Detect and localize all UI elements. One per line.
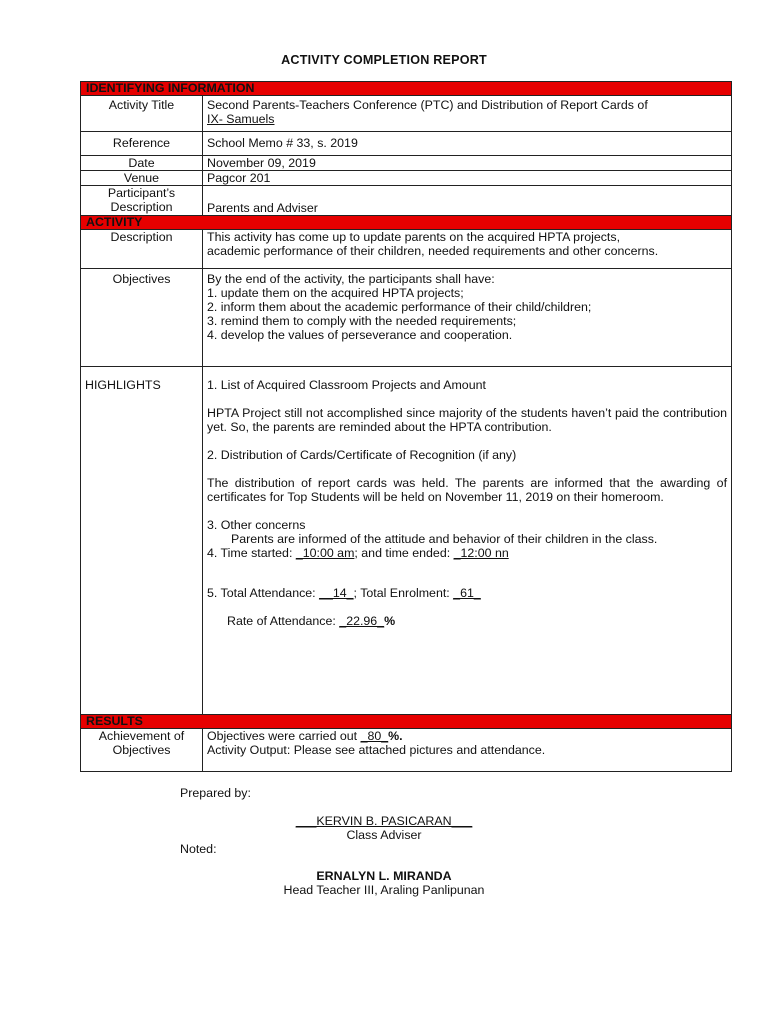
time-started-value: _10:00 am bbox=[295, 546, 355, 560]
highlight-4-time bbox=[207, 546, 727, 560]
objective-item: 3. remind them to comply with the needed requirements; bbox=[207, 314, 517, 328]
section-header: ACTIVITY bbox=[81, 216, 732, 230]
cell-label: HIGHLIGHTS bbox=[81, 367, 203, 715]
cell-value bbox=[203, 96, 732, 132]
participant-label-line: Description bbox=[110, 200, 173, 214]
head-teacher-name: ERNALYN L. MIRANDA bbox=[316, 869, 452, 883]
row-objectives bbox=[81, 269, 732, 367]
rate-value: _22.96_ bbox=[339, 614, 385, 628]
section-identifying bbox=[81, 82, 732, 96]
attendance-label: 5. Total Attendance: bbox=[207, 586, 320, 600]
highlight-3-title: 3. Other concerns bbox=[207, 518, 306, 532]
rate-percent: % bbox=[384, 614, 396, 628]
enrolment-label: ; Total Enrolment: bbox=[353, 586, 454, 600]
cell-value bbox=[203, 269, 732, 367]
prepared-by-label: Prepared by: bbox=[180, 786, 251, 800]
cell-label bbox=[81, 186, 203, 216]
adviser-title: Class Adviser bbox=[346, 828, 422, 842]
row-achievement bbox=[81, 729, 732, 772]
cell-label: Date bbox=[81, 156, 203, 171]
highlight-2-body: The distribution of report cards was held. The parents are informed that the awarding of certificates for Top Students will be held on November 11, 2019 on their homeroom. bbox=[207, 476, 728, 504]
cell-label: Description bbox=[81, 230, 203, 269]
row-highlights bbox=[81, 367, 732, 715]
cell-value bbox=[203, 729, 732, 772]
noted-label: Noted: bbox=[180, 842, 217, 856]
cell-label: Activity Title bbox=[81, 96, 203, 132]
cell-value bbox=[203, 367, 732, 715]
row-venue bbox=[81, 171, 732, 186]
highlight-1-body: HPTA Project still not accomplished since majority of the students haven’t paid the contribution yet. So, the parents are reminded about the HPTA contribution. bbox=[207, 406, 728, 434]
achievement-label-line: Achievement of bbox=[98, 729, 185, 743]
time-started-label: 4. Time started: bbox=[207, 546, 296, 560]
cell-label: Objectives bbox=[81, 269, 203, 367]
objectives-carried-out bbox=[207, 729, 727, 743]
objective-item: 4. develop the values of perseverance and cooperation. bbox=[207, 328, 513, 342]
cell-label: Reference bbox=[81, 132, 203, 156]
highlight-2-title: 2. Distribution of Cards/Certificate of Recognition (if any) bbox=[207, 448, 517, 462]
cell-value bbox=[203, 230, 732, 269]
adviser-name: ___KERVIN B. PASICARAN___ bbox=[295, 814, 473, 828]
time-ended-value: _12:00 nn bbox=[453, 546, 509, 560]
highlight-5-attendance bbox=[207, 586, 727, 600]
head-teacher-title: Head Teacher III, Araling Panlipunan bbox=[283, 883, 485, 897]
section-header: IDENTIFYING INFORMATION bbox=[81, 82, 732, 96]
objective-item: 2. inform them about the academic performance of their child/children; bbox=[207, 300, 592, 314]
objective-item: 1. update them on the acquired HPTA projects; bbox=[207, 286, 464, 300]
carried-out-label: Objectives were carried out bbox=[207, 729, 361, 743]
cell-value: Parents and Adviser bbox=[203, 186, 732, 216]
row-date bbox=[81, 156, 732, 171]
highlight-1-title: 1. List of Acquired Classroom Projects and Amount bbox=[207, 378, 486, 392]
cell-label bbox=[81, 729, 203, 772]
description-line: This activity has come up to update parents on the acquired HPTA projects, bbox=[207, 230, 621, 244]
section-activity bbox=[81, 216, 732, 230]
objectives-intro: By the end of the activity, the participants shall have: bbox=[207, 272, 495, 286]
attendance-value: __14_ bbox=[319, 586, 354, 600]
highlight-3-body: Parents are informed of the attitude and behavior of their children in the class. bbox=[231, 532, 658, 546]
time-ended-label: ; and time ended: bbox=[354, 546, 454, 560]
activity-title-line: Second Parents-Teachers Conference (PTC) and Distribution of Report Cards of bbox=[207, 98, 648, 112]
achievement-label-line: Objectives bbox=[112, 743, 171, 757]
rate-of-attendance bbox=[207, 614, 727, 628]
description-line: academic performance of their children, needed requirements and other concerns. bbox=[207, 244, 659, 258]
row-participants bbox=[81, 186, 732, 216]
carried-out-value: _80_ bbox=[360, 729, 389, 743]
activity-title-section: IX- Samuels bbox=[207, 112, 275, 126]
carried-out-suffix: %. bbox=[388, 729, 403, 743]
participant-label-line: Participant’s bbox=[107, 186, 176, 200]
cell-value: November 09, 2019 bbox=[203, 156, 732, 171]
report-table bbox=[80, 81, 732, 772]
report-title: ACTIVITY COMPLETION REPORT bbox=[281, 53, 487, 67]
enrolment-value: _61_ bbox=[453, 586, 481, 600]
row-activity-title bbox=[81, 96, 732, 132]
row-description bbox=[81, 230, 732, 269]
section-results bbox=[81, 715, 732, 729]
activity-output: Activity Output: Please see attached pictures and attendance. bbox=[207, 743, 546, 757]
cell-value: Pagcor 201 bbox=[203, 171, 732, 186]
cell-label: Venue bbox=[81, 171, 203, 186]
rate-label: Rate of Attendance: bbox=[227, 614, 340, 628]
row-reference bbox=[81, 132, 732, 156]
cell-value: School Memo # 33, s. 2019 bbox=[203, 132, 732, 156]
section-header: RESULTS bbox=[81, 715, 732, 729]
